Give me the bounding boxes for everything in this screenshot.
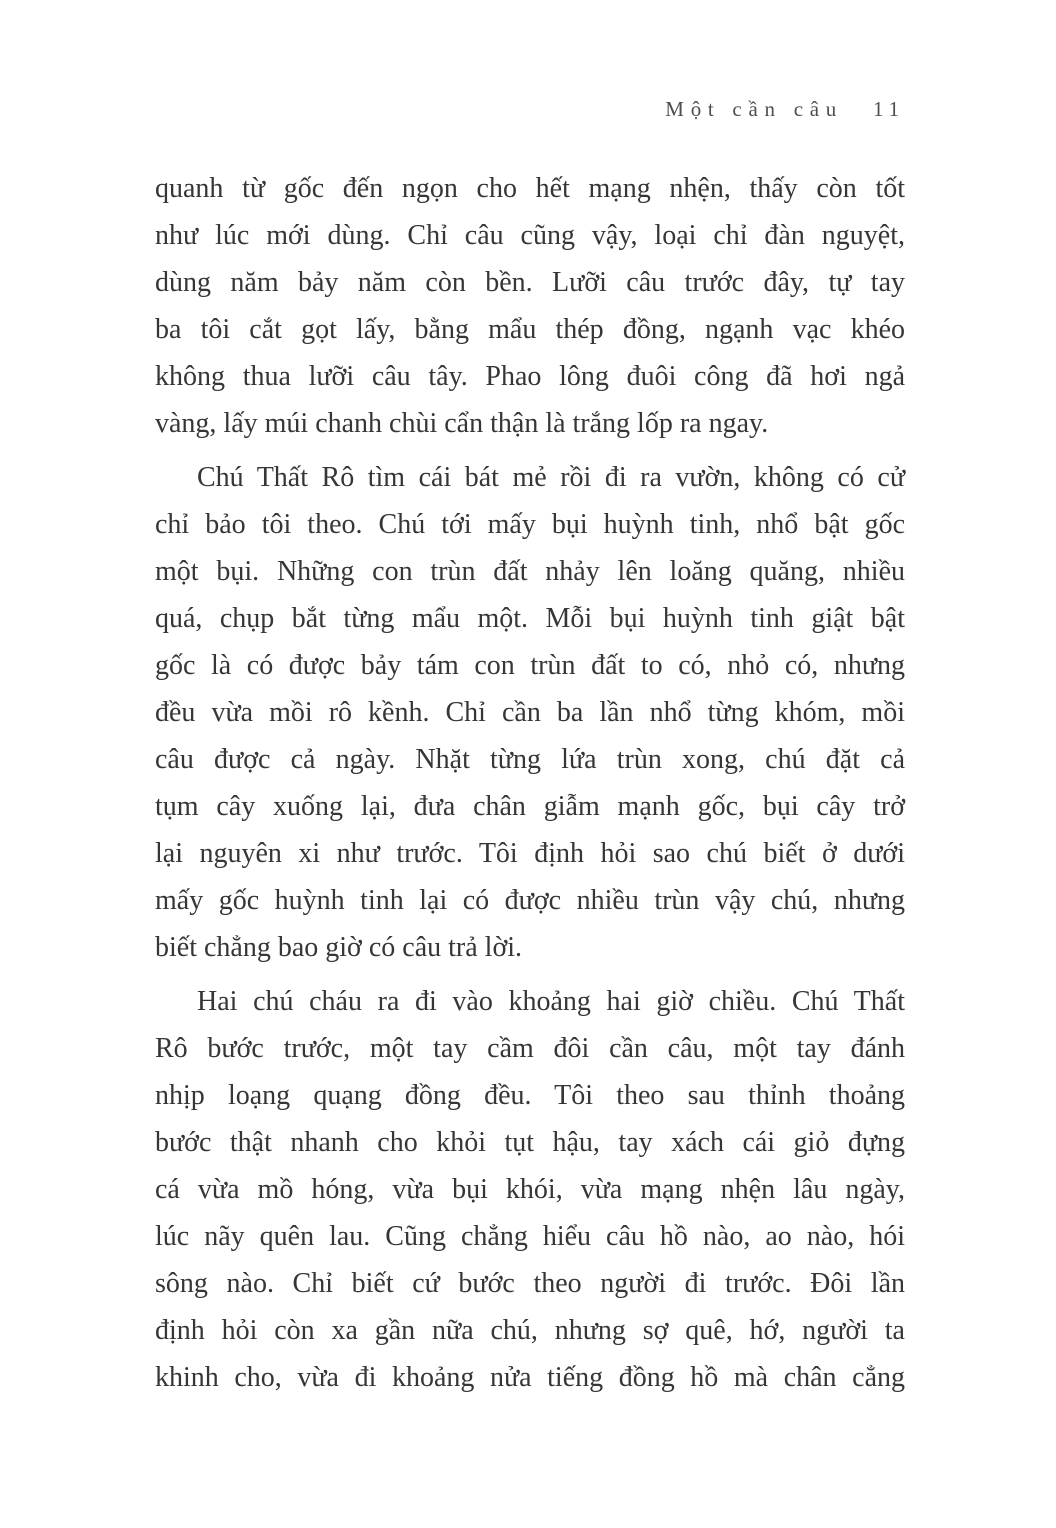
text-line: vàng, lấy múi chanh chùi cẩn thận là trắng lốp ra ngay. — [155, 408, 769, 439]
text-line: Chú Thất Rô tìm cái bát mẻ rồi đi ra vườn, không có cử — [197, 462, 905, 493]
text-line: mấy gốc huỳnh tinh lại có được nhiều trùn vậy chú, nhưng — [155, 885, 905, 916]
text-line: gốc là có được bảy tám con trùn đất to có, nhỏ có, nhưng — [155, 650, 905, 681]
text-line: quá, chụp bắt từng mẩu một. Mỗi bụi huỳnh tinh giật bật — [155, 603, 905, 634]
text-line: biết chẳng bao giờ có câu trả lời. — [155, 932, 523, 963]
text-line: dùng năm bảy năm còn bền. Lưỡi câu trước đây, tự tay — [155, 267, 905, 298]
paragraph — [155, 978, 905, 1401]
text-line: sông nào. Chỉ biết cứ bước theo người đi trước. Đôi lần — [155, 1268, 905, 1299]
text-line: Rô bước trước, một tay cầm đôi cần câu, một tay đánh — [155, 1033, 905, 1064]
text-line: không thua lưỡi câu tây. Phao lông đuôi công đã hơi ngả — [155, 361, 905, 392]
paragraph — [155, 454, 905, 971]
text-line: chỉ bảo tôi theo. Chú tới mấy bụi huỳnh tinh, nhổ bật gốc — [155, 509, 905, 540]
text-line: như lúc mới dùng. Chỉ câu cũng vậy, loại chỉ đàn nguyệt, — [155, 220, 905, 251]
text-line: ba tôi cắt gọt lấy, bằng mẩu thép đồng, ngạnh vạc khéo — [155, 314, 905, 345]
running-head — [155, 97, 905, 122]
text-line: lại nguyên xi như trước. Tôi định hỏi sao chú biết ở dưới — [155, 838, 905, 869]
text-line: nhịp loạng quạng đồng đều. Tôi theo sau thỉnh thoảng — [155, 1080, 905, 1111]
text-line: khinh cho, vừa đi khoảng nửa tiếng đồng hồ mà chân cẳng — [155, 1362, 905, 1393]
text-line: tụm cây xuống lại, đưa chân giẫm mạnh gốc, bụi cây trở — [155, 791, 905, 822]
text-line: cá vừa mồ hóng, vừa bụi khói, vừa mạng nhện lâu ngày, — [155, 1174, 905, 1205]
text-line: lúc nãy quên lau. Cũng chẳng hiểu câu hồ nào, ao nào, hói — [155, 1221, 905, 1252]
text-line: một bụi. Những con trùn đất nhảy lên loăng quăng, nhiều — [155, 556, 905, 587]
text-line: định hỏi còn xa gần nữa chú, nhưng sợ quê, hớ, người ta — [155, 1315, 905, 1346]
text-line: câu được cả ngày. Nhặt từng lứa trùn xong, chú đặt cả — [155, 744, 905, 775]
text-line: quanh từ gốc đến ngọn cho hết mạng nhện, thấy còn tốt — [155, 173, 905, 204]
running-head-page-number: 11 — [873, 97, 905, 121]
body-text — [155, 165, 905, 1401]
text-line: Hai chú cháu ra đi vào khoảng hai giờ chiều. Chú Thất — [197, 986, 905, 1017]
text-line: đều vừa mồi rô kềnh. Chỉ cần ba lần nhổ từng khóm, mồi — [155, 697, 905, 728]
text-line: bước thật nhanh cho khỏi tụt hậu, tay xách cái giỏ đựng — [155, 1127, 905, 1158]
paragraph — [155, 165, 905, 447]
running-head-title: Một cần câu — [665, 97, 844, 121]
